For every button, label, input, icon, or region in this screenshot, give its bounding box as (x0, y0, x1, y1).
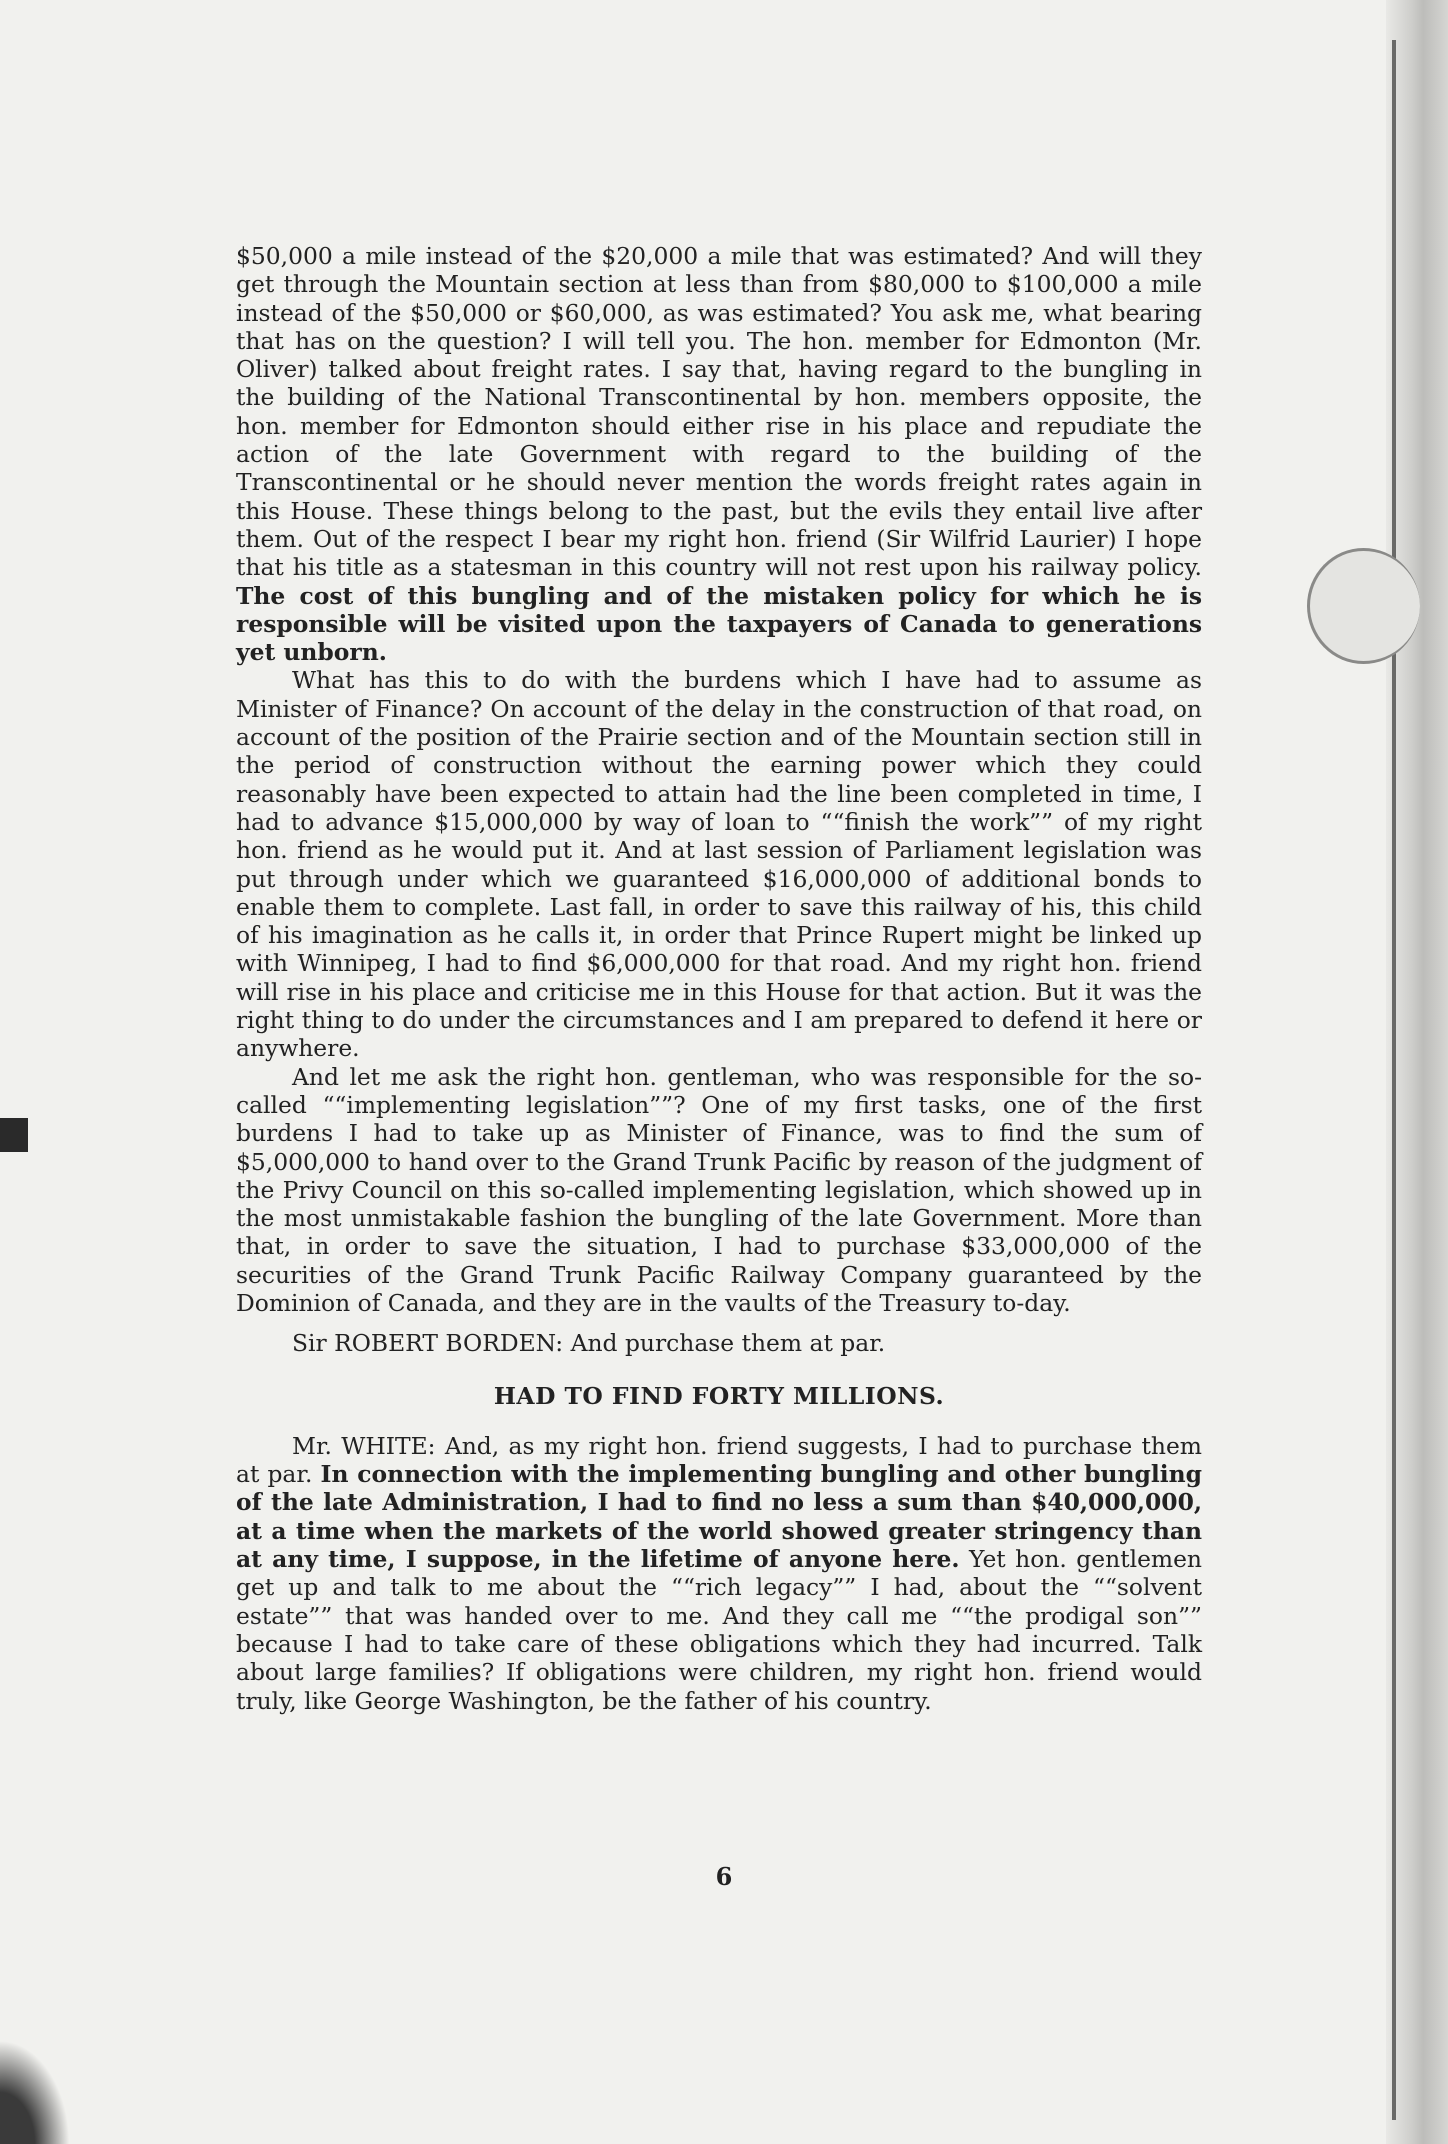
paragraph-final-bold: In connection with the implementing bungling and other bungling of the late Administration, I had to find no less a sum than $40,000,000, at a time when the markets of the world showed greater stringency than at any time, I suppose, in the lifetime of anyone here. (236, 1460, 1202, 1574)
paragraph-1-text: $50,000 a mile instead of the $20,000 a mile that was estimated? And will they get through the Mountain section at less than from $80,000 to $100,000 a mile instead of the $50,000 or $60,000, as was estimated? You ask me, what bearing that has on the question? I will tell you. The hon. member for Edmonton (Mr. Oliver) talked about freight rates. I say that, having regard to the bungling in the building of the National Transcontinental by hon. members opposite, the hon. member for Edmonton should either rise in his place and repudiate the action of the late Government with regard to the building of the Transcontinental or he should never mention the words freight rates again in this House. These things belong to the past, but the evils they entail live after them. Out of the respect I bear my right hon. friend (Sir Wilfrid Laurier) I hope that his title as a statesman in this country will not rest upon his railway policy. (236, 242, 1202, 582)
section-heading: HAD TO FIND FORTY MILLIONS. (493, 1381, 945, 1410)
paragraph-final (236, 1432, 1202, 1715)
paragraph-final-before: Mr. WHITE: And, as my right hon. friend suggests, I had to purchase them at par. (236, 1431, 1202, 1489)
interjection: Sir ROBERT BORDEN: And purchase them at par. (292, 1329, 886, 1358)
paragraph-3: And let me ask the right hon. gentleman, who was responsible for the so-called ““implementing legislation””? One of my first tasks, one of the first burdens I had to take up as Minister of Finance, was to find the sum of $5,000,000 to hand over to the Grand Trunk Pacific by reason of the judgment of the Privy Council on this so-called implementing legislation, which showed up in the most unmistakable fashion the bungling of the late Government. More than that, in order to save the situation, I had to purchase $33,000,000 of the securities of the Grand Trunk Pacific Railway Company guaranteed by the Dominion of Canada, and they are in the vaults of the Treasury to-day. (236, 1062, 1202, 1317)
paragraph-2: What has this to do with the burdens which I have had to assume as Minister of Finance? On account of the delay in the construction of that road, on account of the position of the Prairie section and of the Mountain section still in the period of construction without the earning power which they could reasonably have been expected to attain had the line been completed in time, I had to advance $15,000,000 by way of loan to ““finish the work”” of my right hon. friend as he would put it. And at last session of Parliament legislation was put through under which we guaranteed $16,000,000 of additional bonds to enable them to complete. Last fall, in order to save this railway of his, this child of his imagination as he calls it, in order that Prince Rupert might be linked up with Winnipeg, I had to find $6,000,000 for that road. And my right hon. friend will rise in his place and criticise me in this House for that action. But it was the right thing to do under the circumstances and I am prepared to defend it here or anywhere. (236, 666, 1202, 1063)
paragraph-1 (236, 242, 1202, 666)
page-body (236, 242, 1202, 1715)
edge-mark (0, 1118, 28, 1152)
paragraph-final-after: Yet hon. gentlemen get up and talk to me about the ““rich legacy”” I had, about the ““solvent estate”” that was handed over to me. And they call me ““the prodigal son”” because I had to take care of these obligations which they had incurred. Talk about large families? If obligations were children, my right hon. friend would truly, like George Washington, be the father of his country. (236, 1545, 1203, 1715)
page-number: 6 (715, 1862, 733, 1891)
corner-stain (0, 2040, 70, 2144)
binding-hole (1307, 548, 1420, 664)
spine-shadow-line (1392, 40, 1396, 2120)
paragraph-1-bold: The cost of this bungling and of the mistaken policy for which he is responsible will be visited upon the taxpayers of Canada to generations yet unborn. (236, 581, 1202, 667)
